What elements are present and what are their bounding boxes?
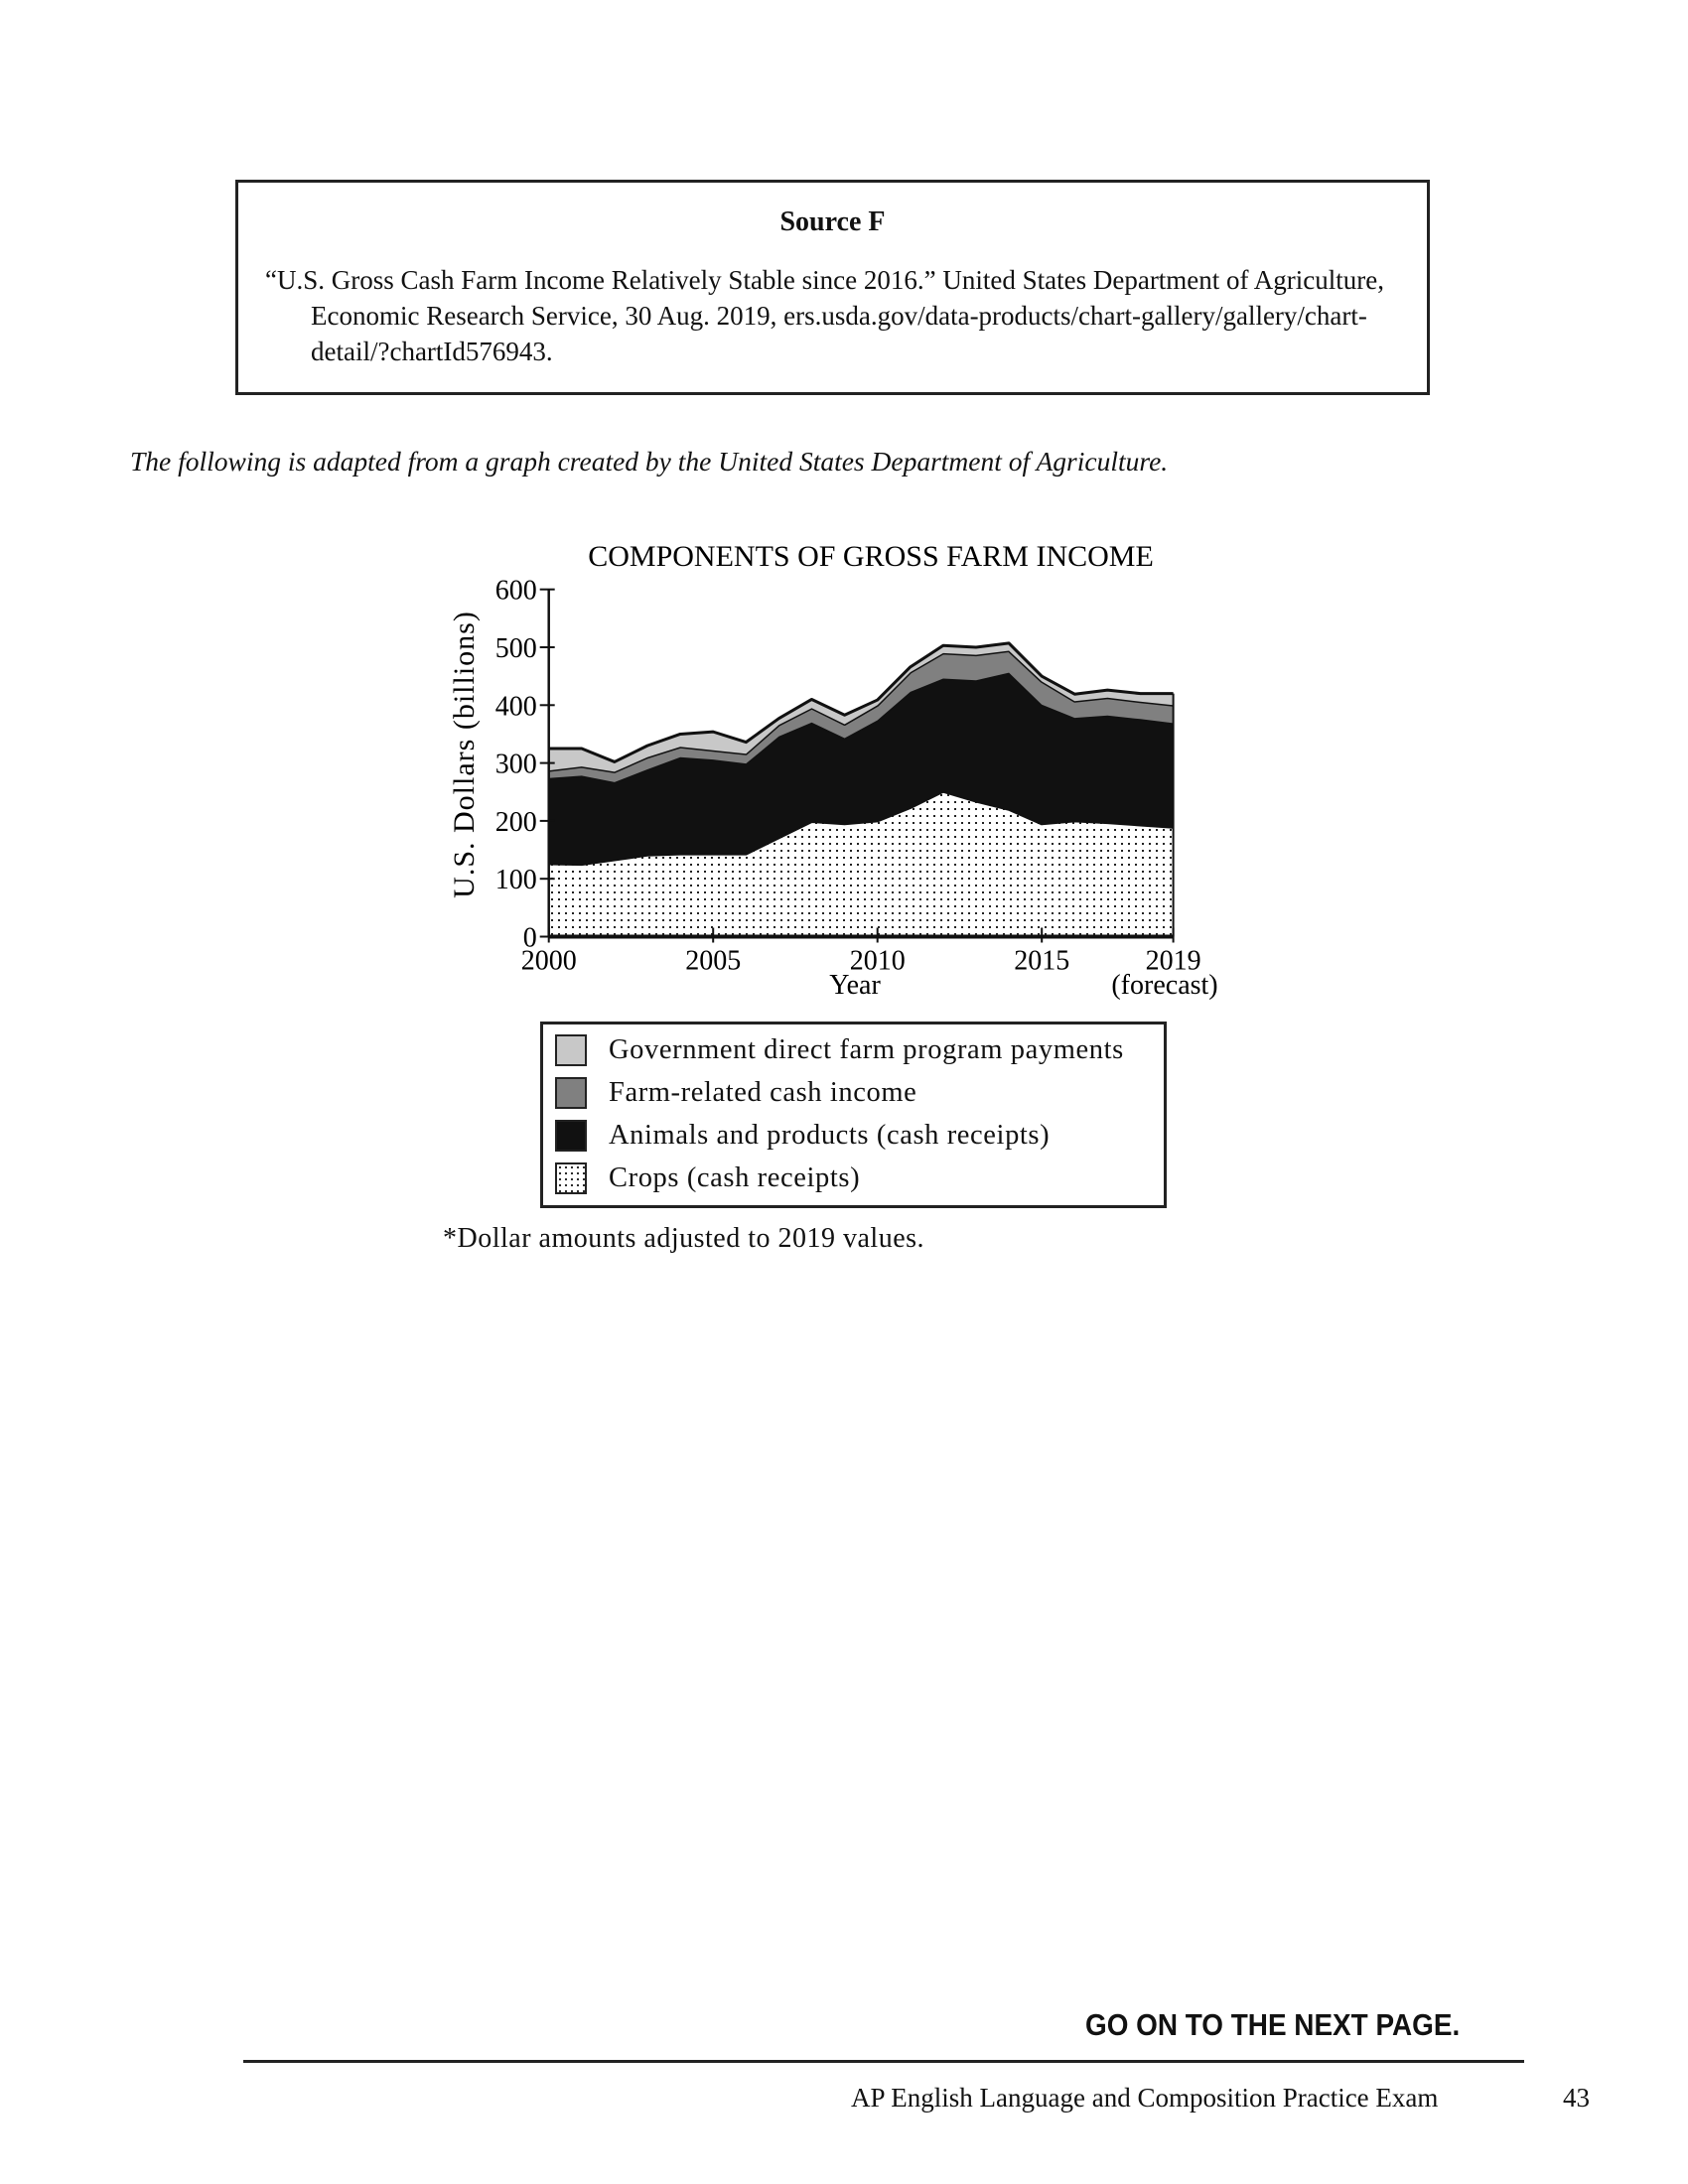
forecast-note: (forecast): [1111, 970, 1218, 1001]
chart-legend: [540, 1022, 1167, 1208]
legend-item-government: [555, 1032, 1124, 1068]
y-tick-label: 400: [494, 691, 537, 723]
chart-title: COMPONENTS OF GROSS FARM INCOME: [588, 540, 1154, 573]
page-number: 43: [1563, 2083, 1590, 2113]
legend-item-farm-related: [555, 1075, 916, 1111]
legend-swatch-crops: [555, 1162, 587, 1194]
y-axis-label: U.S. Dollars (billions): [448, 611, 481, 898]
y-tick-label: 100: [494, 865, 537, 896]
exam-title: AP English Language and Composition Practice Exam: [851, 2083, 1439, 2113]
y-tick-label: 600: [494, 575, 537, 607]
legend-item-crops: [555, 1160, 860, 1196]
legend-swatch-government: [555, 1034, 587, 1066]
legend-swatch-farm-related: [555, 1077, 587, 1109]
y-tick-label: 300: [494, 749, 537, 780]
x-tick-label: 2019: [1145, 945, 1201, 977]
chart-footnote: *Dollar amounts adjusted to 2019 values.: [443, 1223, 925, 1254]
x-axis-label: Year: [829, 970, 881, 1001]
legend-label: Crops (cash receipts): [609, 1162, 861, 1193]
x-tick-label: 2010: [849, 945, 906, 977]
source-citation: “U.S. Gross Cash Farm Income Relatively Stable since 2016.” United States Department of Agriculture, Economic Research Service, 30 Aug. 2019, ers.usda.gov/data-products/chart-gallery/gallery/chart-detail/?chartId576943.: [265, 265, 1384, 366]
y-tick-label: 0: [522, 922, 537, 954]
y-tick-label: 200: [494, 806, 537, 838]
legend-label: Farm-related cash income: [609, 1077, 917, 1108]
footer-rule: [243, 2060, 1524, 2063]
legend-item-animals: [555, 1118, 1050, 1154]
x-tick-label: 2000: [520, 945, 577, 977]
x-tick-label: 2015: [1014, 945, 1070, 977]
area-layers: [549, 643, 1174, 937]
legend-swatch-animals: [555, 1120, 587, 1152]
go-to-next-page: GO ON TO THE NEXT PAGE.: [1085, 2007, 1461, 2042]
legend-label: Government direct farm program payments: [609, 1034, 1124, 1065]
source-title: Source F: [779, 206, 886, 237]
y-tick-label: 500: [494, 633, 537, 664]
intro-text: The following is adapted from a graph created by the United States Department of Agriculture.: [130, 446, 1169, 477]
x-tick-label: 2005: [685, 945, 742, 977]
legend-label: Animals and products (cash receipts): [609, 1120, 1051, 1151]
